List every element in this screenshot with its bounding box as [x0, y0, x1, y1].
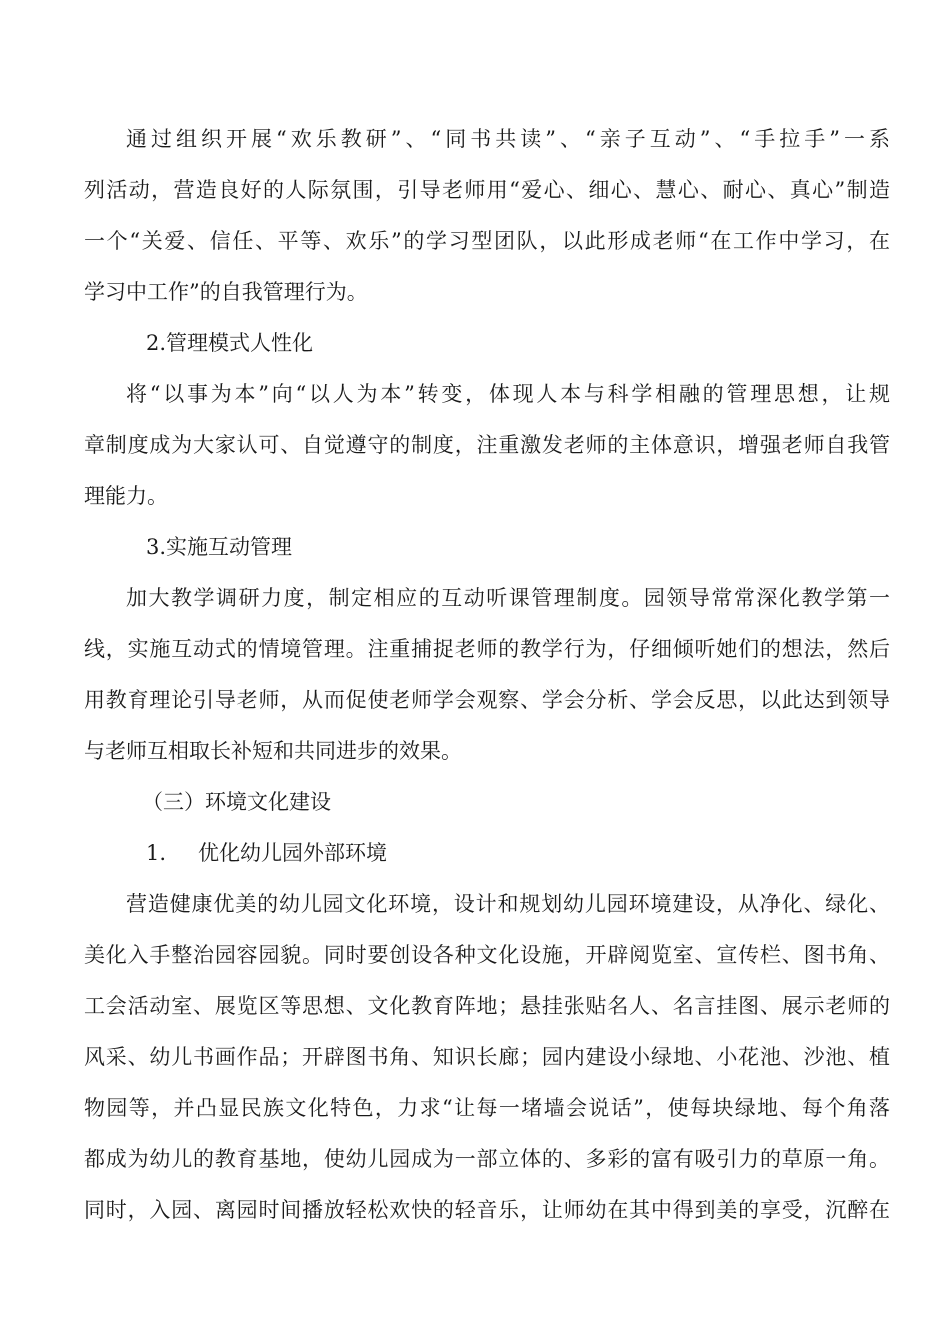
paragraph-line: 学习中工作”的自我管理行为。: [84, 280, 368, 304]
section-heading: （三）环境文化建设: [142, 790, 331, 814]
paragraph-line: 营造健康优美的幼儿园文化环境，设计和规划幼儿园环境建设，从净化、绿化、: [126, 892, 890, 916]
paragraph-line: 风采、幼儿书画作品；开辟图书角、知识长廊；园内建设小绿地、小花池、沙池、植: [84, 1045, 890, 1069]
paragraph-line: 美化入手整治园容园貌。同时要创设各种文化设施，开辟阅览室、宣传栏、图书角、: [84, 943, 890, 967]
subsection-title: 优化幼儿园外部环境: [198, 841, 387, 865]
paragraph-line: 一个“关爱、信任、平等、欢乐”的学习型团队，以此形成老师“在工作中学习，在: [84, 229, 890, 253]
paragraph-line: 通过组织开展“欢乐教研”、“同书共读”、“亲子互动”、“手拉手”一系: [126, 127, 890, 151]
paragraph-line: 用教育理论引导老师，从而促使老师学会观察、学会分析、学会反思，以此达到领导: [84, 688, 890, 712]
paragraph-line: 与老师互相取长补短和共同进步的效果。: [84, 739, 462, 763]
paragraph-line: 同时，入园、离园时间播放轻松欢快的轻音乐，让师幼在其中得到美的享受，沉醉在: [84, 1198, 890, 1222]
paragraph-line: 章制度成为大家认可、自觉遵守的制度，注重激发老师的主体意识，增强老师自我管: [84, 433, 890, 457]
section-heading: 3.实施互动管理: [146, 535, 293, 559]
paragraph-line: 将“以事为本”向“以人为本”转变，体现人本与科学相融的管理思想，让规: [126, 382, 890, 406]
paragraph-line: 列活动，营造良好的人际氛围，引导老师用“爱心、细心、慧心、耐心、真心”制造: [84, 178, 890, 202]
subsection-heading: [84, 828, 890, 879]
document-page: [84, 114, 890, 1236]
section-heading: 2.管理模式人性化: [146, 331, 314, 355]
paragraph-line: 物园等，并凸显民族文化特色，力求“让每一堵墙会说话”，使每块绿地、每个角落: [84, 1096, 890, 1120]
paragraph-line: 线，实施互动式的情境管理。注重捕捉老师的教学行为，仔细倾听她们的想法，然后: [84, 637, 890, 661]
list-number: 1.: [146, 841, 167, 865]
paragraph-line: 工会活动室、展览区等思想、文化教育阵地；悬挂张贴名人、名言挂图、展示老师的: [84, 994, 890, 1018]
paragraph-line: 都成为幼儿的教育基地，使幼儿园成为一部立体的、多彩的富有吸引力的草原一角。: [84, 1147, 890, 1171]
paragraph-line: 理能力。: [84, 484, 168, 508]
paragraph-line: 加大教学调研力度，制定相应的互动听课管理制度。园领导常常深化教学第一: [126, 586, 890, 610]
